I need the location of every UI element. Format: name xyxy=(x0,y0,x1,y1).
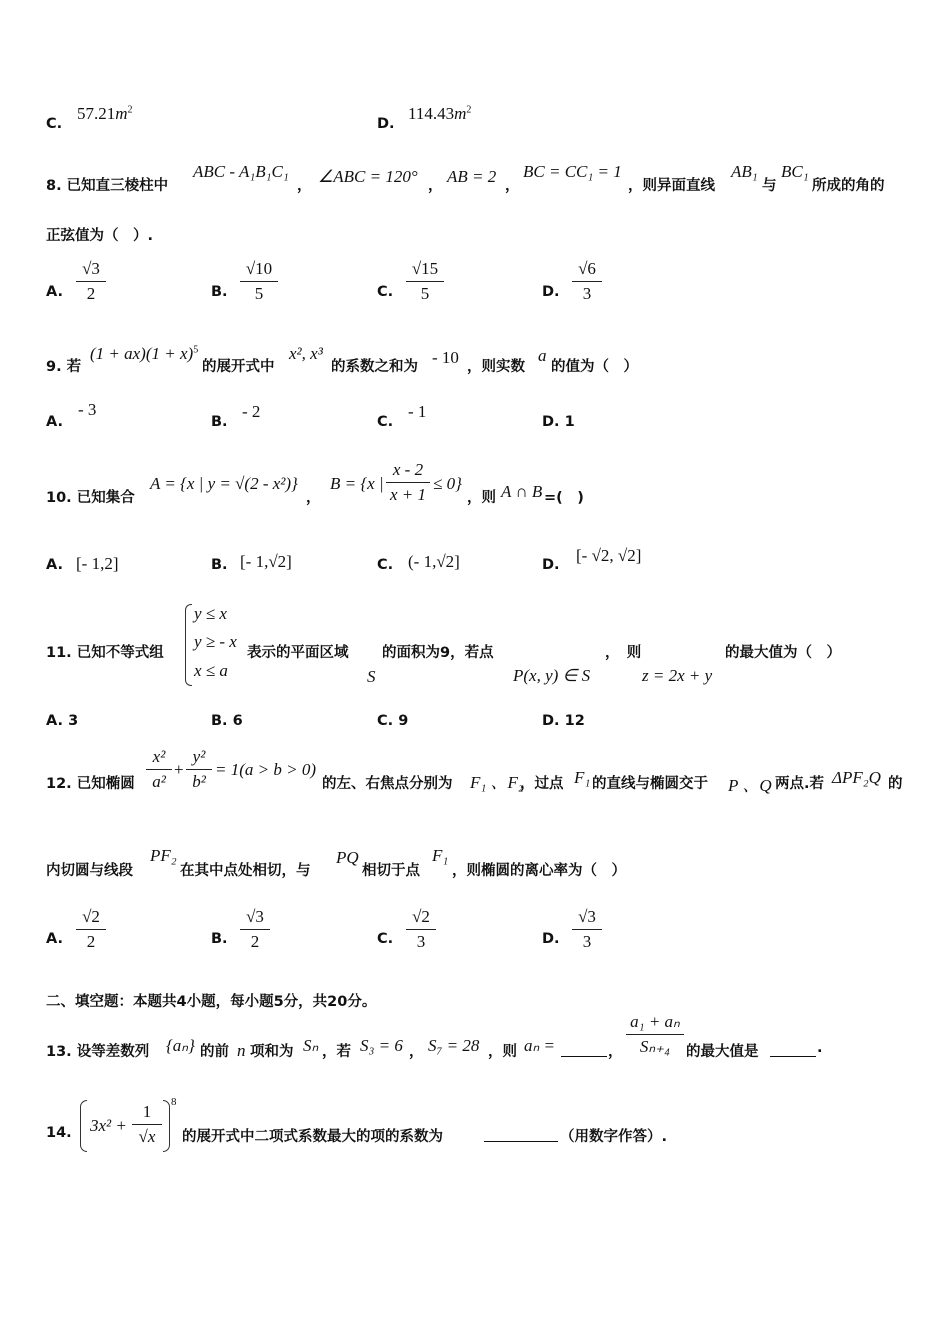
q10-option-d-value: [- √2, √2] xyxy=(576,546,642,565)
q8-math-prism: ABC - A₁B₁C₁ xyxy=(193,162,289,181)
q8-math-bc: BC = CC₁ = 1 xyxy=(523,162,622,181)
q12-frac-y: y² b² xyxy=(186,747,212,792)
q11-text-2: 表示的平面区域 xyxy=(247,645,349,661)
q14-fraction: 1 √x xyxy=(132,1102,162,1147)
q9-option-c-label: C. xyxy=(377,414,394,430)
q11-system-brace xyxy=(185,604,192,686)
q8-math-ab1: AB₁ xyxy=(731,162,758,181)
q13-math-s3: S₃ = 6 xyxy=(360,1036,403,1055)
question-number: 9. xyxy=(46,359,62,375)
q9-math-powers: x², x³ xyxy=(289,344,323,363)
q11-text-4: ， 则 xyxy=(605,645,642,661)
q14-left-paren xyxy=(80,1100,87,1152)
q10-text-3: =( ) xyxy=(544,490,584,506)
q10-option-b-label: B. xyxy=(211,557,228,573)
q7-option-d-value: $114.43m^2$ xyxy=(408,104,472,123)
q8-comma-2: ， xyxy=(428,178,443,194)
q13-math-an: aₙ = xyxy=(524,1036,555,1055)
q9-math-sum: - 10 xyxy=(432,348,459,367)
q11-text-3: 的面积为9，若点 xyxy=(382,645,494,661)
q13-math-sn: Sₙ xyxy=(303,1036,319,1055)
q9-option-a-value: - 3 xyxy=(78,400,97,419)
q8-option-a-label: A. xyxy=(46,284,63,300)
q9-option-a-label: A. xyxy=(46,414,63,430)
q10-option-c-value: (- 1,√2] xyxy=(408,552,460,571)
section-2-heading: 二、填空题：本题共4小题，每小题5分，共20分。 xyxy=(46,994,377,1010)
q12-line2-d: ，则椭圆的离心率为（ ） xyxy=(452,863,626,879)
q7-option-d xyxy=(377,116,395,132)
q7-option-c-value: $57.21m^2$ xyxy=(77,104,133,123)
question-number: 10. xyxy=(46,490,72,506)
q12-line2-c: 相切于点 xyxy=(362,863,420,879)
q11-option-b: B. 6 xyxy=(211,713,243,729)
q14-text-2: （用数字作答）. xyxy=(560,1129,668,1145)
q8-option-b-label: B. xyxy=(211,284,228,300)
question-number: 12. xyxy=(46,776,72,792)
q10-math-set-b-left: B = {x | xyxy=(330,474,384,493)
q13-end: . xyxy=(817,1040,823,1056)
q13-stem: 13. 设等差数列 xyxy=(46,1044,150,1060)
q13-answer-blank-1[interactable] xyxy=(561,1055,607,1057)
q10-stem: 10. 已知集合 xyxy=(46,490,135,506)
q12-plus: + xyxy=(174,760,184,779)
q9-option-c-value: - 1 xyxy=(408,402,427,421)
q14-answer-blank[interactable] xyxy=(484,1140,558,1142)
q13-math-s7: S₇ = 28 xyxy=(428,1036,480,1055)
q9-option-d-label: D. 1 xyxy=(542,414,575,430)
q12-option-b-fraction: √3 2 xyxy=(240,907,270,952)
q10-option-c-label: C. xyxy=(377,557,394,573)
q9-option-b-value: - 2 xyxy=(242,402,261,421)
q12-option-d-fraction: √3 3 xyxy=(572,907,602,952)
q10-option-d-label: D. xyxy=(542,557,560,573)
option-label: C. xyxy=(46,116,63,132)
q10-math-set-b-right: ≤ 0} xyxy=(433,474,462,493)
q12-math-f1b: F₁ xyxy=(432,846,449,865)
stem-text: 已知直三棱柱中 xyxy=(66,178,169,194)
q9-text-4: ，则实数 xyxy=(467,359,525,375)
q11-option-d: D. 12 xyxy=(542,713,585,729)
question-number: 13. xyxy=(46,1044,72,1060)
q12-line2-b: 在其中点处相切，与 xyxy=(180,863,311,879)
q9-text-5: 的值为（ ） xyxy=(551,359,638,375)
q8-text-4: 所成的角的 xyxy=(812,178,885,194)
q12-text-5: 两点.若 xyxy=(775,776,825,792)
q8-text-3: 与 xyxy=(762,178,777,194)
q12-option-d-label: D. xyxy=(542,931,560,947)
q8-comma-1: ， xyxy=(297,178,312,194)
q11-stem: 11. 已知不等式组 xyxy=(46,645,164,661)
q9-math-expr: $(1 + ax)(1 + x)^5$ xyxy=(90,344,199,363)
q11-option-c: C. 9 xyxy=(377,713,409,729)
q14-right-paren xyxy=(163,1100,170,1152)
q12-option-a-fraction: √2 2 xyxy=(76,907,106,952)
q10-comma: ， xyxy=(306,490,321,506)
q9-option-d-value: 1 xyxy=(564,414,575,430)
q12-math-foci: F₁ 、F₂ xyxy=(470,773,524,792)
q13-text-4: ，若 xyxy=(322,1044,351,1060)
q9-option-b-label: B. xyxy=(211,414,228,430)
q13-text-6: 的最大值是 xyxy=(686,1044,759,1060)
question-number: 8. xyxy=(46,178,62,194)
q8-math-ab: AB = 2 xyxy=(447,167,497,186)
q12-option-b-label: B. xyxy=(211,931,228,947)
q8-text-2: ，则异面直线 xyxy=(628,178,715,194)
q13-text-2: 的前 xyxy=(200,1044,229,1060)
q13-text-3: 项和为 xyxy=(250,1044,294,1060)
q8-math-angle: ∠ABC = 120° xyxy=(318,167,418,186)
q10-option-a-value: [- 1,2] xyxy=(76,554,119,573)
q11-system-line-1: y ≤ x xyxy=(194,604,227,623)
q11-system-line-2: y ≥ - x xyxy=(194,632,237,651)
q8-option-c-fraction: √15 5 xyxy=(406,259,444,304)
q11-system-line-3: x ≤ a xyxy=(194,661,228,680)
q14-exponent: 8 xyxy=(171,1096,177,1108)
option-label: D. xyxy=(377,116,395,132)
q13-answer-blank-2[interactable] xyxy=(770,1055,816,1057)
question-number: 11. xyxy=(46,645,72,661)
q12-math-pq2: PQ xyxy=(336,848,359,867)
q10-option-b-value: [- 1,√2] xyxy=(240,552,292,571)
q10-math-set-a: A = {x | y = √(2 - x²)} xyxy=(150,474,298,493)
q12-line2-a: 内切圆与线段 xyxy=(46,863,133,879)
q12-option-c-label: C. xyxy=(377,931,394,947)
q9-text-3: 的系数之和为 xyxy=(331,359,418,375)
q8-option-b-fraction: √10 5 xyxy=(240,259,278,304)
q14-number: 14. xyxy=(46,1125,72,1141)
q13-math-n: n xyxy=(237,1041,246,1060)
q9-math-a: a xyxy=(538,346,547,365)
q12-stem: 12. 已知椭圆 xyxy=(46,776,135,792)
q8-stem-line2: 正弦值为（ ）. xyxy=(46,228,154,244)
q12-math-triangle: ΔPF₂Q xyxy=(832,768,881,787)
q11-math-point: P(x, y) ∈ S xyxy=(513,666,591,685)
q11-math-z: z = 2x + y xyxy=(642,666,713,685)
q9-stem: 9. 若 xyxy=(46,359,82,375)
q14-math-term: 3x² + xyxy=(90,1116,127,1135)
q11-text-5: 的最大值为（ ） xyxy=(725,645,841,661)
q10-math-intersection: A ∩ B xyxy=(501,482,543,501)
q12-math-f1: F₁ xyxy=(574,768,591,787)
q8-comma-3: ， xyxy=(505,178,520,194)
q10-option-a-label: A. xyxy=(46,557,63,573)
q7-option-c xyxy=(46,116,62,132)
q12-text-6: 的 xyxy=(888,776,903,792)
q12-frac-x: x² a² xyxy=(146,747,172,792)
q8-option-d-fraction: √6 3 xyxy=(572,259,602,304)
q12-ellipse-condition: = 1(a > b > 0) xyxy=(215,760,316,779)
q10-text-2: ，则 xyxy=(467,490,496,506)
q12-text-3: ，过点 xyxy=(520,776,564,792)
q12-text-2: 的左、右焦点分别为 xyxy=(322,776,453,792)
q10-math-set-b-fraction: x - 2 x + 1 xyxy=(386,460,430,505)
q8-option-c-label: C. xyxy=(377,284,394,300)
q13-comma-2: ， xyxy=(608,1044,623,1060)
q14-text-1: 的展开式中二项式系数最大的项的系数为 xyxy=(182,1129,443,1145)
q12-text-4: 的直线与椭圆交于 xyxy=(592,776,708,792)
q11-math-s: S xyxy=(367,667,376,686)
q8-stem xyxy=(46,174,168,195)
q13-ratio-fraction: a₁ + aₙ Sₙ₊₄ xyxy=(626,1012,684,1057)
q12-math-pq: P 、Q xyxy=(728,776,772,795)
q12-option-c-fraction: √2 3 xyxy=(406,907,436,952)
q13-math-sequence: {aₙ} xyxy=(166,1036,195,1055)
q12-option-a-label: A. xyxy=(46,931,63,947)
q13-comma: ， xyxy=(409,1044,424,1060)
q9-text-2: 的展开式中 xyxy=(202,359,275,375)
q13-text-5: ，则 xyxy=(488,1044,517,1060)
q12-math-pf2: PF₂ xyxy=(150,846,177,865)
q11-option-a: A. 3 xyxy=(46,713,79,729)
q8-option-d-label: D. xyxy=(542,284,560,300)
q8-option-a-fraction: √3 2 xyxy=(76,259,106,304)
q8-math-bc1: BC₁ xyxy=(781,162,809,181)
